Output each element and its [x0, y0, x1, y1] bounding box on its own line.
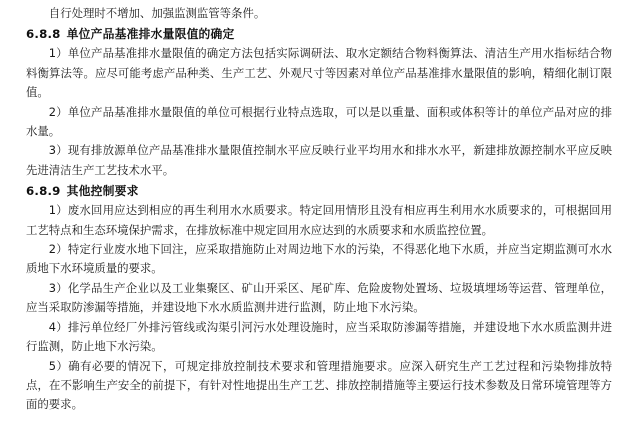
paragraph-688-1: 1）单位产品基准排水量限值的确定方法包括实际调研法、取水定额结合物料衡算法、清洁生产用水指标结合物料衡算法等。应尽可能考虑产品种类、生产工艺、外观尺寸等因素对单位产品基准排水量限值的影响，精细化制订限值。	[26, 46, 612, 100]
paragraph-continuation: 自行处理时不增加、加强监测监管等条件。	[48, 6, 266, 20]
paragraph-689-4: 4）排污单位经厂外排污管线或沟渠引河污水处理设施时，应当采取防渗漏等措施，并建设地下水水质监测井进行监测，防止地下水污染。	[26, 319, 612, 354]
paragraph-689-1: 1）废水回用应达到相应的再生利用水水质要求。特定回用情形且没有相应再生利用水水质要求的，可根据回用工艺特点和生态环境保护需求，在排放标准中规定回用水应达到的水质要求和水质监控位置。	[26, 203, 612, 237]
section-number: 6.8.9	[26, 184, 61, 199]
paragraph-689-5: 5）确有必要的情况下，可规定排放控制技术要求和管理措施要求。应深入研究生产工艺过程和污染物排放特点，在不影响生产安全的前提下，有针对性地提出生产工艺、排放控制措施等主要运行技术参数及日常环境管理等方面的要求。	[26, 358, 612, 412]
paragraph-688-2: 2）单位产品基准排水量限值的单位可根据行业特点选取，可以是以重量、面积或体积等计的单位产品对应的排水量。	[26, 104, 612, 139]
section-title: 单位产品基准排水量限值的确定	[66, 27, 235, 42]
paragraph-689-2: 2）特定行业废水地下回注，应采取措施防止对周边地下水的污染，不得恶化地下水质，并应当定期监测可水水质地下水环境质量的要求。	[26, 242, 612, 276]
section-title: 其他控制要求	[66, 184, 139, 199]
section-heading-6-8-8	[26, 24, 612, 44]
section-heading-6-8-9	[26, 181, 612, 201]
paragraph-689-3: 3）化学品生产企业以及工业集聚区、矿山开采区、尾矿库、危险废物处置场、垃圾填埋场等运营、管理单位，应当采取防渗漏等措施，并建设地下水水质监测井进行监测，防止地下水污染。	[26, 280, 612, 315]
paragraph-688-3: 3）现有排放源单位产品基准排水量限值控制水平应反映行业平均用水和排水水平，新建排放源控制水平应反映先进清洁生产工艺技术水平。	[26, 143, 612, 177]
section-number: 6.8.8	[26, 27, 61, 42]
